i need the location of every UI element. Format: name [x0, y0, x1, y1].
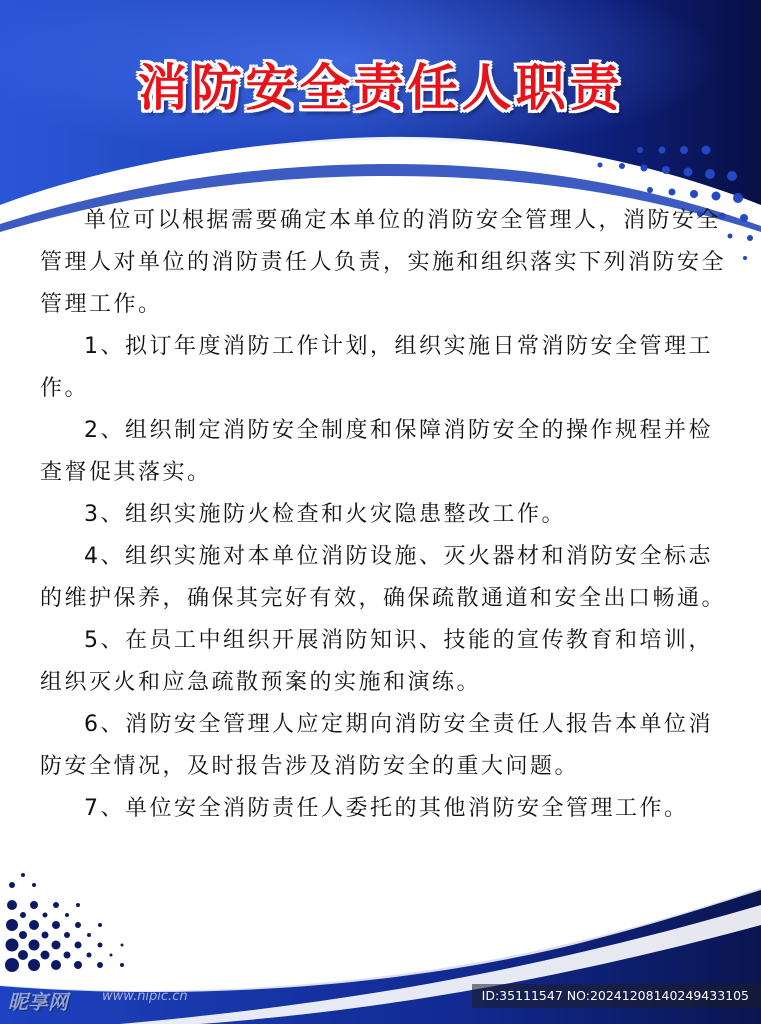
watermark-url: www.nipic.cn — [102, 989, 188, 1004]
duty-item-3: 3、组织实施防火检查和火灾隐患整改工作。 — [84, 502, 566, 527]
duty-item-5: 5、在员工中组织开展消防知识、技能的宣传教育和培训，组织灭火和应急疏散预案的实施和演练。 — [40, 628, 713, 695]
duty-item-7: 7、单位安全消防责任人委托的其他消防安全管理工作。 — [84, 796, 689, 821]
duty-item-4: 4、组织实施对本单位消防设施、灭火器材和消防安全标志的维护保养，确保其完好有效，确保疏散通道和安全出口畅通。 — [40, 544, 727, 611]
duty-item-1: 1、拟订年度消防工作计划，组织实施日常消防安全管理工作。 — [40, 334, 713, 401]
poster-title: 消防安全责任人职责 — [137, 58, 624, 117]
intro-paragraph: 单位可以根据需要确定本单位的消防安全管理人，消防安全管理人对单位的消防责任人负责，实施和组织落实下列消防安全管理工作。 — [40, 208, 727, 317]
duty-item-2: 2、组织制定消防安全制度和保障消防安全的操作规程并检查督促其落实。 — [40, 418, 713, 485]
duty-item-6: 6、消防安全管理人应定期向消防安全责任人报告本单位消防安全情况，及时报告涉及消防安全的重大问题。 — [40, 712, 713, 779]
watermark-logo: 昵享网 — [8, 990, 68, 1014]
poster-body — [40, 200, 730, 830]
halftone-dots-bottom — [5, 873, 124, 972]
watermark-id: ID:35111547 NO:20241208140249433105 — [472, 984, 761, 1008]
